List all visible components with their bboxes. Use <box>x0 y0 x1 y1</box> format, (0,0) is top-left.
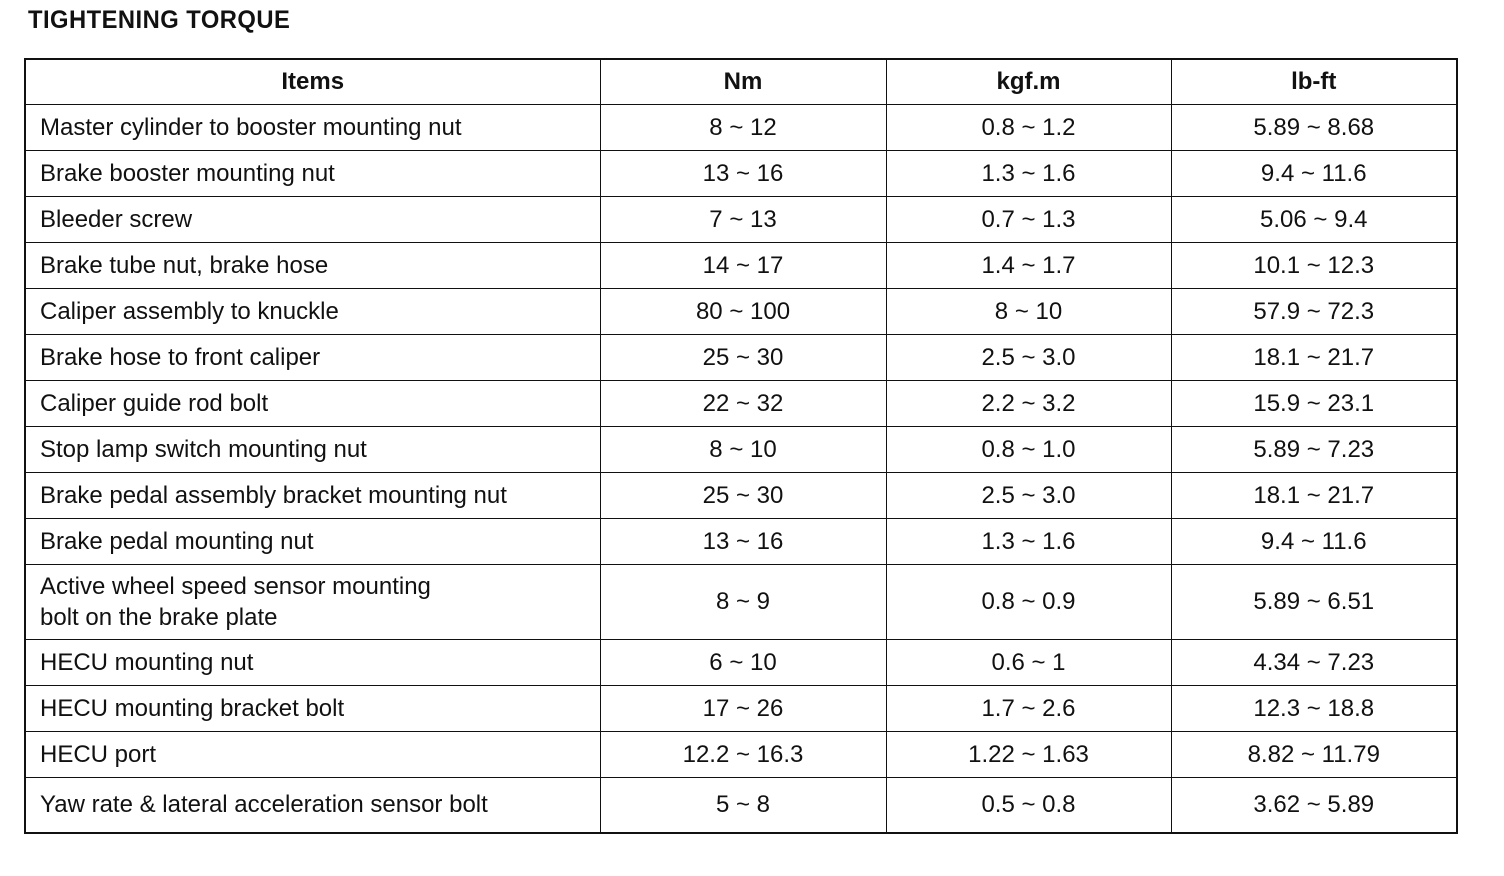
nm-value-text: 13 ~ 16 <box>702 527 784 555</box>
nm-value-text: 8 ~ 12 <box>709 113 777 141</box>
table-row <box>25 197 1457 243</box>
kgfm-value <box>886 427 1171 473</box>
nm-value <box>600 565 886 640</box>
nm-value-text: 12.2 ~ 16.3 <box>682 740 804 768</box>
item-name <box>25 381 600 427</box>
item-name-text: Bleeder screw <box>40 205 193 233</box>
lbft-value <box>1171 289 1457 335</box>
header-row <box>25 59 1457 105</box>
nm-value <box>600 151 886 197</box>
nm-value-text: 6 ~ 10 <box>709 648 777 676</box>
lbft-value-text: 18.1 ~ 21.7 <box>1253 343 1375 371</box>
item-name-text: Caliper guide rod bolt <box>40 389 269 417</box>
lbft-value-text: 9.4 ~ 11.6 <box>1260 527 1367 555</box>
table-row <box>25 427 1457 473</box>
lbft-value <box>1171 151 1457 197</box>
column-header-lbft: lb-ft <box>1171 59 1457 105</box>
item-name-text: Brake hose to front caliper <box>40 343 321 371</box>
kgfm-value <box>886 565 1171 640</box>
kgfm-value-text: 0.8 ~ 1.2 <box>981 113 1076 141</box>
nm-value-text: 5 ~ 8 <box>715 791 771 819</box>
item-name <box>25 151 600 197</box>
item-name-text: Brake pedal assembly bracket mounting nut <box>40 481 507 509</box>
nm-value <box>600 197 886 243</box>
table-row <box>25 243 1457 289</box>
kgfm-value-text: 0.8 ~ 1.0 <box>981 435 1076 463</box>
table-row <box>25 686 1457 732</box>
table-row <box>25 381 1457 427</box>
nm-value <box>600 519 886 565</box>
kgfm-value-text: 2.5 ~ 3.0 <box>981 343 1076 371</box>
kgfm-value <box>886 778 1171 834</box>
kgfm-value <box>886 686 1171 732</box>
item-name-text: HECU port <box>40 740 157 768</box>
nm-value-text: 22 ~ 32 <box>702 389 784 417</box>
kgfm-value <box>886 105 1171 151</box>
nm-value-text: 25 ~ 30 <box>702 481 784 509</box>
item-name <box>25 243 600 289</box>
kgfm-value-text: 1.3 ~ 1.6 <box>981 159 1076 187</box>
kgfm-value <box>886 732 1171 778</box>
nm-value-text: 25 ~ 30 <box>702 343 784 371</box>
table-row <box>25 640 1457 686</box>
table-row <box>25 565 1457 640</box>
kgfm-value <box>886 151 1171 197</box>
kgfm-value <box>886 243 1171 289</box>
kgfm-value-text: 0.5 ~ 0.8 <box>981 791 1076 819</box>
item-name-text: HECU mounting bracket bolt <box>40 694 345 722</box>
lbft-value-text: 12.3 ~ 18.8 <box>1253 694 1375 722</box>
lbft-value <box>1171 243 1457 289</box>
nm-value <box>600 686 886 732</box>
item-name-text: HECU mounting nut <box>40 648 254 676</box>
item-name <box>25 519 600 565</box>
table-row <box>25 473 1457 519</box>
item-name-text: Brake tube nut, brake hose <box>40 251 329 279</box>
lbft-value <box>1171 197 1457 243</box>
item-name <box>25 427 600 473</box>
kgfm-value-text: 1.3 ~ 1.6 <box>981 527 1076 555</box>
table-header <box>25 59 1457 105</box>
item-name <box>25 105 600 151</box>
kgfm-value-text: 1.7 ~ 2.6 <box>981 694 1076 722</box>
kgfm-value-text: 8 ~ 10 <box>994 297 1063 325</box>
nm-value <box>600 289 886 335</box>
nm-value <box>600 427 886 473</box>
lbft-value-text: 5.06 ~ 9.4 <box>1260 205 1368 233</box>
lbft-value <box>1171 427 1457 473</box>
nm-value-text: 14 ~ 17 <box>702 251 784 279</box>
item-name <box>25 640 600 686</box>
lbft-value <box>1171 686 1457 732</box>
item-name-text: Brake booster mounting nut <box>40 159 335 187</box>
lbft-value <box>1171 565 1457 640</box>
kgfm-value-text: 1.22 ~ 1.63 <box>968 740 1089 768</box>
nm-value <box>600 105 886 151</box>
table-row <box>25 151 1457 197</box>
nm-value <box>600 243 886 289</box>
kgfm-value-text: 0.7 ~ 1.3 <box>981 205 1076 233</box>
lbft-value <box>1171 778 1457 834</box>
kgfm-value <box>886 473 1171 519</box>
nm-value-text: 7 ~ 13 <box>709 205 777 233</box>
lbft-value <box>1171 105 1457 151</box>
nm-value <box>600 473 886 519</box>
nm-value-text: 17 ~ 26 <box>702 694 784 722</box>
kgfm-value <box>886 519 1171 565</box>
kgfm-value <box>886 335 1171 381</box>
lbft-value-text: 4.34 ~ 7.23 <box>1253 648 1375 676</box>
lbft-value <box>1171 381 1457 427</box>
table-row <box>25 519 1457 565</box>
kgfm-value <box>886 640 1171 686</box>
nm-value <box>600 778 886 834</box>
nm-value <box>600 381 886 427</box>
item-name <box>25 197 600 243</box>
lbft-value <box>1171 519 1457 565</box>
lbft-value-text: 18.1 ~ 21.7 <box>1253 481 1375 509</box>
lbft-value-text: 15.9 ~ 23.1 <box>1253 389 1375 417</box>
kgfm-value <box>886 381 1171 427</box>
kgfm-value-text: 0.6 ~ 1 <box>991 648 1066 676</box>
item-name-text: Stop lamp switch mounting nut <box>40 435 367 463</box>
item-name <box>25 335 600 381</box>
item-name-text: Brake pedal mounting nut <box>40 527 314 555</box>
nm-value <box>600 335 886 381</box>
item-name <box>25 289 600 335</box>
item-name <box>25 473 600 519</box>
table-body <box>25 105 1457 834</box>
kgfm-value-text: 0.8 ~ 0.9 <box>981 588 1076 616</box>
item-name-text: Caliper assembly to knuckle <box>40 297 339 325</box>
lbft-value <box>1171 335 1457 381</box>
lbft-value-text: 5.89 ~ 8.68 <box>1253 113 1375 141</box>
kgfm-value-text: 2.2 ~ 3.2 <box>981 389 1076 417</box>
table-row <box>25 105 1457 151</box>
kgfm-value <box>886 289 1171 335</box>
column-header-items: Items <box>25 59 600 105</box>
lbft-value-text: 10.1 ~ 12.3 <box>1253 251 1375 279</box>
column-header-nm: Nm <box>600 59 886 105</box>
table-row <box>25 289 1457 335</box>
table-row <box>25 732 1457 778</box>
torque-table <box>24 58 1458 834</box>
column-header-kgfm: kgf.m <box>886 59 1171 105</box>
item-name <box>25 732 600 778</box>
item-name-text: Master cylinder to booster mounting nut <box>40 113 462 141</box>
nm-value <box>600 640 886 686</box>
item-name <box>25 778 600 834</box>
item-name-text: Yaw rate & lateral acceleration sensor bolt <box>40 791 488 819</box>
item-name-text: Active wheel speed sensor mounting bolt on the brake plate <box>40 572 431 631</box>
lbft-value-text: 9.4 ~ 11.6 <box>1260 159 1367 187</box>
lbft-value-text: 57.9 ~ 72.3 <box>1253 297 1375 325</box>
item-name <box>25 565 600 640</box>
kgfm-value <box>886 197 1171 243</box>
nm-value-text: 8 ~ 9 <box>715 588 771 616</box>
nm-value-text: 80 ~ 100 <box>695 297 791 325</box>
nm-value-text: 8 ~ 10 <box>709 435 777 463</box>
nm-value <box>600 732 886 778</box>
kgfm-value-text: 2.5 ~ 3.0 <box>981 481 1076 509</box>
kgfm-value-text: 1.4 ~ 1.7 <box>981 251 1076 279</box>
item-name <box>25 686 600 732</box>
lbft-value-text: 5.89 ~ 6.51 <box>1253 588 1375 616</box>
lbft-value-text: 3.62 ~ 5.89 <box>1253 791 1375 819</box>
lbft-value <box>1171 732 1457 778</box>
nm-value-text: 13 ~ 16 <box>702 159 784 187</box>
page-title: TIGHTENING TORQUE <box>28 6 291 34</box>
lbft-value-text: 5.89 ~ 7.23 <box>1253 435 1375 463</box>
lbft-value <box>1171 473 1457 519</box>
table-row <box>25 778 1457 834</box>
lbft-value-text: 8.82 ~ 11.79 <box>1247 740 1380 768</box>
table-row <box>25 335 1457 381</box>
lbft-value <box>1171 640 1457 686</box>
